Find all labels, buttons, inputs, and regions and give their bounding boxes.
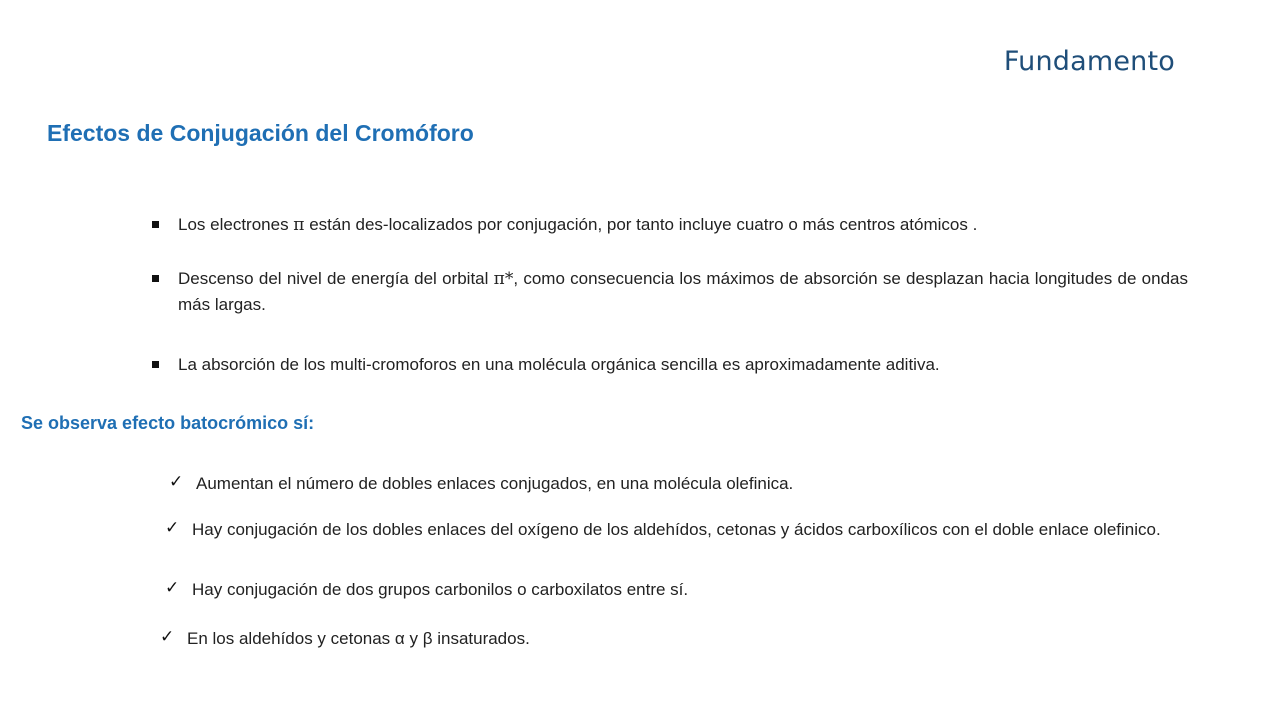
bullet-item [178,352,1188,377]
section-heading: Efectos de Conjugación del Cromóforo [47,120,474,146]
check-text: Aumentan el número de dobles enlaces conjugados, en una molécula olefinica. [196,474,794,493]
checkmark-icon: ✓ [165,578,180,598]
check-item [165,517,1252,542]
checkmark-icon: ✓ [160,627,175,647]
check-text-post: insaturados. [432,629,530,648]
checkmark-icon: ✓ [165,518,180,538]
check-text: Hay conjugación de dos grupos carbonilos o carboxilatos entre sí. [192,580,689,599]
checkmark-icon: ✓ [169,472,184,492]
pi-star-symbol: π* [493,269,514,289]
bullet-item [178,212,1188,238]
check-item [165,577,1242,602]
bullet-item [178,266,1188,317]
check-item [160,626,1237,651]
slide-title: Fundamento [1003,46,1175,77]
square-bullet-icon [152,275,159,282]
beta-symbol: β [422,629,433,648]
check-text-pre: En los aldehídos y cetonas [187,629,395,648]
bullet-text-pre: Descenso del nivel de energía del orbital [178,269,494,288]
pi-symbol: π [293,215,305,235]
bullet-text-post: , como consecuencia los máximos de absorción se desplazan hacia longitudes de ondas más largas. [178,269,1188,314]
check-item [169,471,1246,496]
sub-heading: Se observa efecto batocrómico sí: [21,413,315,433]
check-text-mid: y [404,629,423,648]
square-bullet-icon [152,361,159,368]
square-bullet-icon [152,221,159,228]
bullet-text: La absorción de los multi-cromoforos en una molécula orgánica sencilla es aproximadamente aditiva. [178,355,940,374]
bullet-text-post: están des-localizados por conjugación, por tanto incluye cuatro o más centros atómicos . [304,215,978,234]
bullet-text-pre: Los electrones [178,215,294,234]
alpha-symbol: α [394,629,405,648]
check-text: Hay conjugación de los dobles enlaces del oxígeno de los aldehídos, cetonas y ácidos carboxílicos con el doble enlace olefinico. [192,520,1161,539]
